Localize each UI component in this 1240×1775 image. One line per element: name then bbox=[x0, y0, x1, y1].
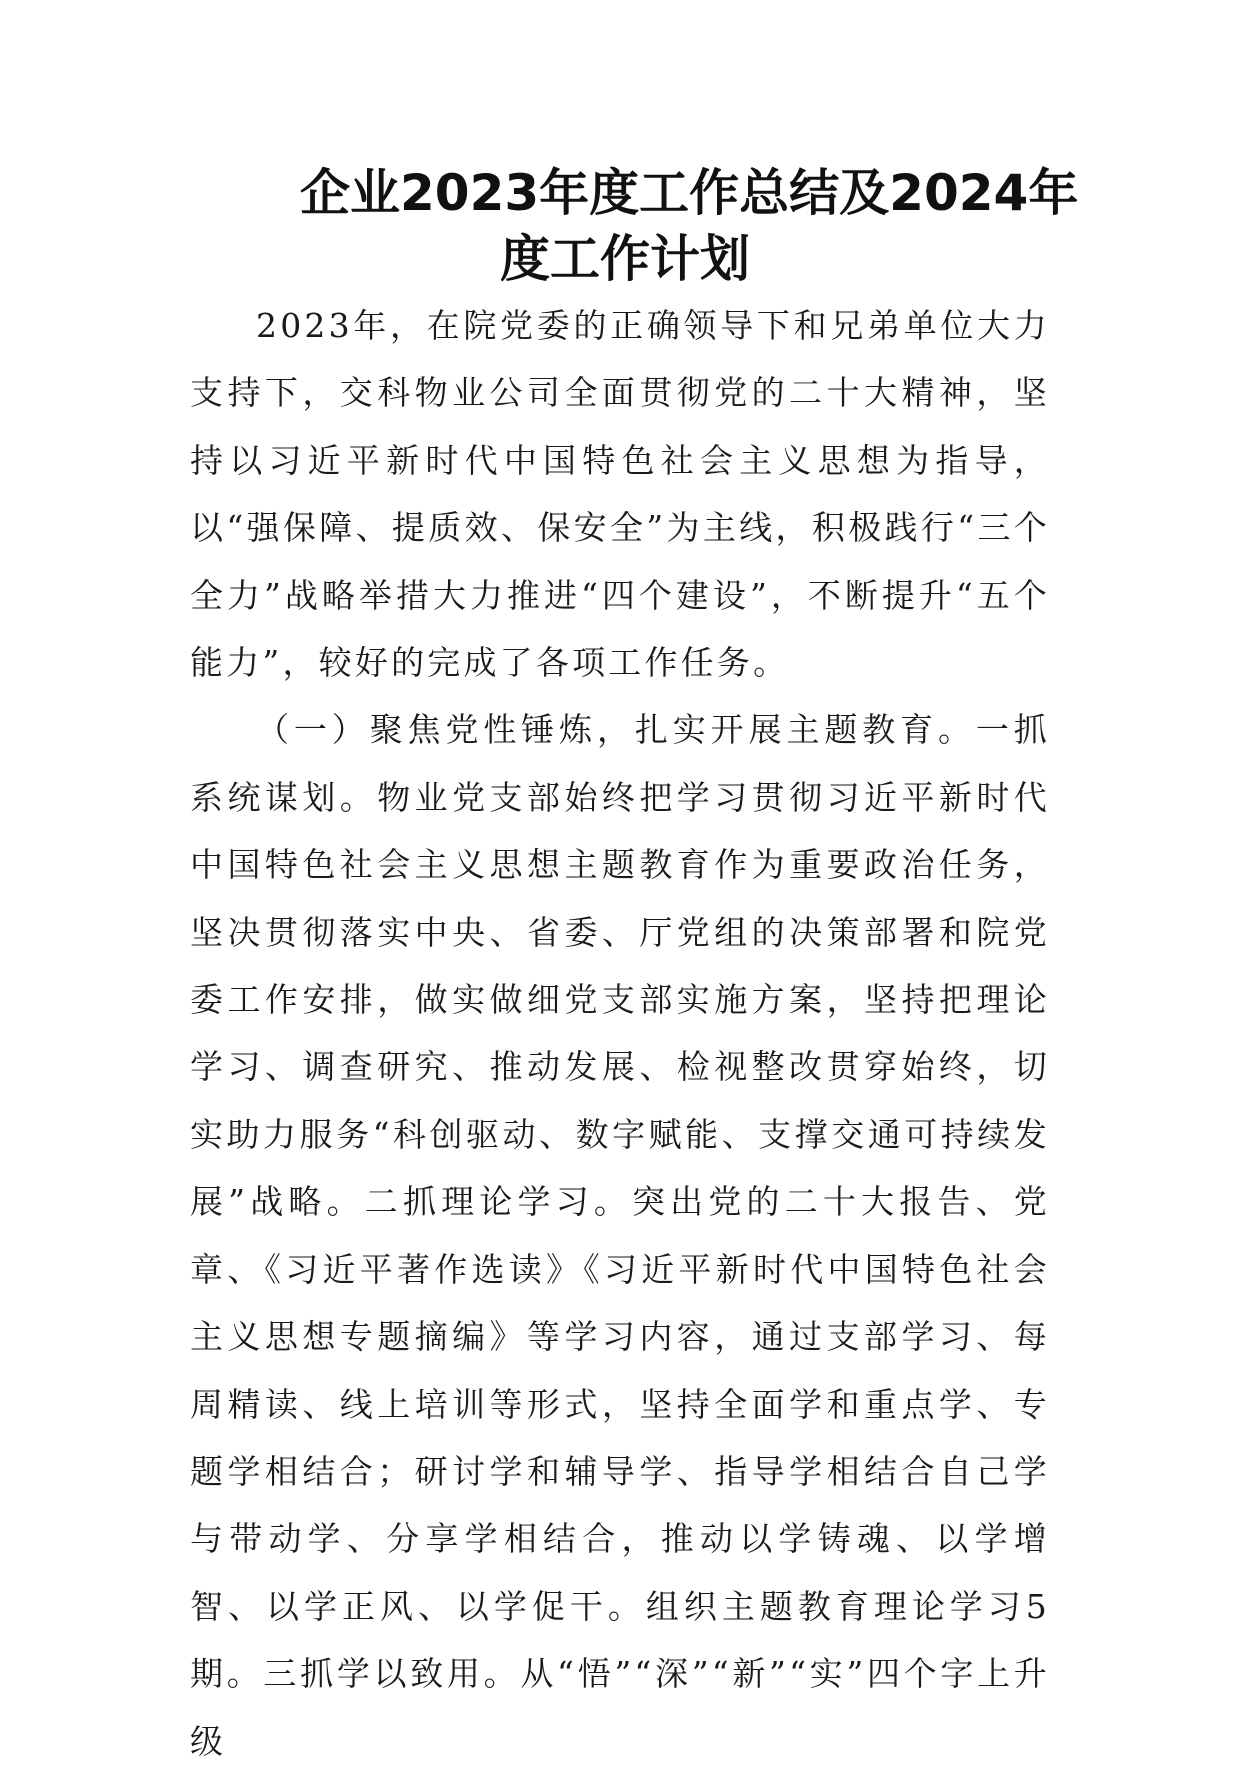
paragraph-intro: 2023年，在院党委的正确领导下和兄弟单位大力支持下，交科物业公司全面贯彻党的二十大精神，坚持以习近平新时代中国特色社会主义思想为指导，以“强保障、提质效、保安全”为主线，积极践行“三个全力”战略举措大力推进“四个建设”，不断提升“五个能力”，较好的完成了各项工作任务。 bbox=[190, 306, 1050, 683]
paragraph-section-1: （一）聚焦党性锤炼，扎实开展主题教育。一抓系统谋划。物业党支部始终把学习贯彻习近平新时代中国特色社会主义思想主题教育作为重要政治任务，坚决贯彻落实中央、省委、厅党组的决策部署和院党委工作安排，做实做细党支部实施方案，坚持把理论学习、调查研究、推动发展、检视整改贯穿始终，切实助力服务“科创驱动、数字赋能、支撑交通可持续发展”战略。二抓理论学习。突出党的二十大报告、党章、《习近平著作选读》《习近平新时代中国特色社会主义思想专题摘编》等学习内容，通过支部学习、每周精读、线上培训等形式，坚持全面学和重点学、专题学相结合；研讨学和辅导学、指导学相结合自己学与带动学、分享学相结合，推动以学铸魂、以学增智、以学正风、以学促干。组织主题教育理论学习5期。三抓学以致用。从“悟”“深”“新”“实”四个字上升级 bbox=[190, 710, 1050, 1761]
title-line-2: 度工作计划 bbox=[500, 230, 750, 288]
document-title bbox=[190, 160, 1079, 292]
title-line-1: 企业2023年度工作总结及2024年 bbox=[300, 164, 1079, 222]
document-body bbox=[190, 292, 1050, 1775]
